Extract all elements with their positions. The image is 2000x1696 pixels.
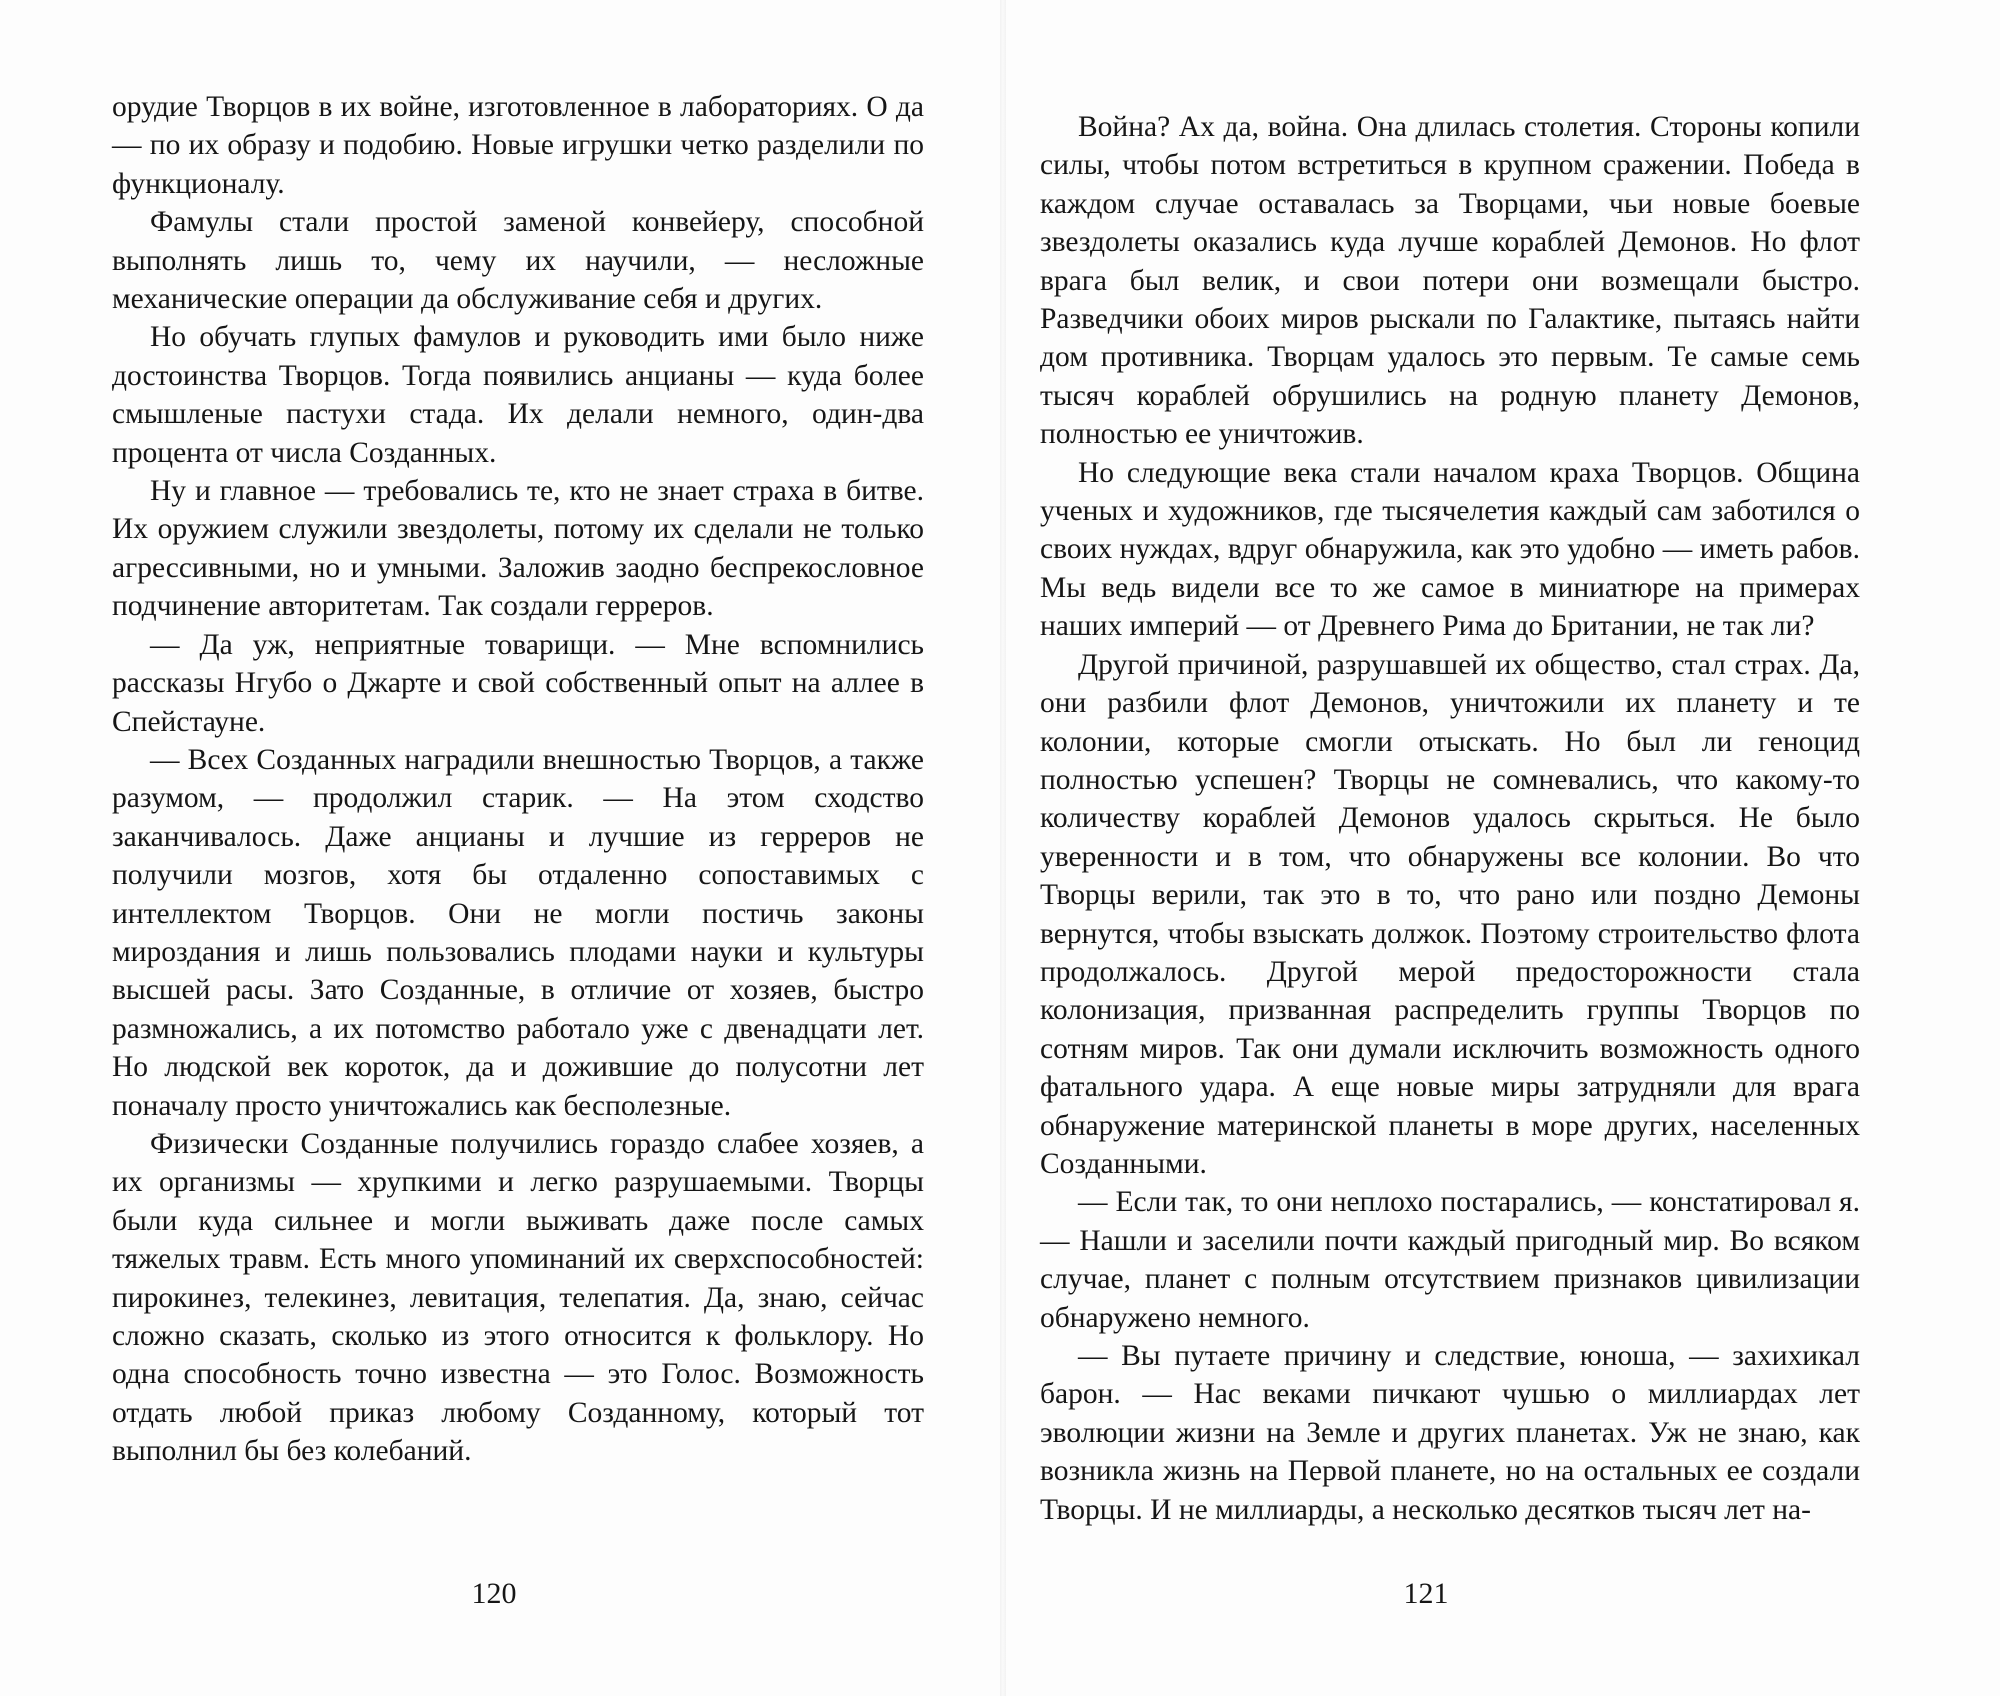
- left-paragraph-7: Физически Созданные получились гораздо слабее хозяев, а их организмы — хрупкими и легко разрушаемыми. Творцы были куда сильнее и могли выживать даже после самых тяжелых травм. Есть много упоминаний их сверхспособностей: пирокинез, телекинез, левитация, телепатия. Да, знаю, сейчас сложно сказать, сколько из этого относится к фольклору. Но одна способность точно известна — это Голос. Возможность отдать любой приказ любому Созданному, который тот выполнил бы без колебаний.: [112, 1127, 924, 1468]
- left-paragraph-4: Ну и главное — требовались те, кто не знает страха в битве. Их оружием служили звездолеты, потому их сделали не только агрессивными, но и умными. Заложив заодно беспрекословное подчинение авторитетам. Так создали герреров.: [112, 475, 924, 623]
- left-page-number: 120: [471, 1577, 517, 1610]
- right-paragraph-5: — Вы путаете причину и следствие, юноша, — захихикал барон. — Нас веками пичкают чушью о миллиардах лет эволюции жизни на Земле и других планетах. Уж не знаю, как возникла жизнь на Первой планете, но на остальных ее создали Творцы. И не миллиарды, а несколько десятков тысяч лет на-: [1040, 1340, 1860, 1526]
- left-paragraph-1: орудие Творцов в их войне, изготовленное в лабораториях. О да — по их образу и подобию. Новые игрушки четко разделили по функционалу.: [112, 91, 924, 200]
- left-paragraph-2: Фамулы стали простой заменой конвейеру, способной выполнять лишь то, чему их научили, — несложные механические операции да обслуживание себя и других.: [112, 206, 924, 316]
- right-paragraph-4: — Если так, то они неплохо постарались, — констатировал я. — Нашли и заселили почти каждый пригодный мир. Во всяком случае, планет с полным отсутствием признаков цивилизации обнаружено немного.: [1040, 1186, 1860, 1334]
- left-page-text: [112, 88, 924, 1471]
- right-page-text: [1040, 108, 1860, 1529]
- left-paragraph-3: Но обучать глупых фамулов и руководить ими было ниже достоинства Творцов. Тогда появились анцианы — куда более смышленые пастухи стада. Их делали немного, один-два процента от числа Созданных.: [112, 321, 924, 469]
- left-paragraph-5: — Да уж, неприятные товарищи. — Мне вспомнились рассказы Нгубо о Джарте и свой собственный опыт на аллее в Спейстауне.: [112, 628, 924, 738]
- right-paragraph-3: Другой причиной, разрушавшей их общество, стал страх. Да, они разбили флот Демонов, уничтожили их планету и те колонии, которые смогли отыскать. Но был ли геноцид полностью успешен? Творцы не сомневались, что какому-то количеству кораблей Демонов удалось скрыться. Не было уверенности и в том, что обнаружены все колонии. Во что Творцы верили, так это в то, что рано или поздно Демоны вернутся, чтобы взыскать должок. Поэтому строительство флота продолжалось. Другой мерой предосторожности стала колонизация, призванная распределить группы Творцов по сотням миров. Так они думали исключить возможность одного фатального удара. А еще новые миры затрудняли для врага обнаружение материнской планеты в море других, населенных Созданными.: [1040, 648, 1860, 1180]
- right-paragraph-2: Но следующие века стали началом краха Творцов. Община ученых и художников, где тысячелетия каждый сам заботился о своих нуждах, вдруг обнаружила, как это удобно — иметь рабов. Мы ведь видели все то же самое в миниатюре на примерах наших империй — от Древнего Рима до Британии, не так ли?: [1040, 456, 1860, 643]
- right-paragraph-1: Война? Ах да, война. Она длилась столетия. Стороны копили силы, чтобы потом встретиться в крупном сражении. Победа в каждом случае оставалась за Творцами, чьи новые боевые звездолеты оказались куда лучше кораблей Демонов. Но флот врага был велик, и свои потери они возмещали быстро. Разведчики обоих миров рыскали по Галактике, пытаясь найти дом противника. Творцам удалось это первым. Те самые семь тысяч кораблей обрушились на родную планету Демонов, полностью ее уничтожив.: [1040, 111, 1860, 451]
- left-paragraph-6: — Всех Созданных наградили внешностью Творцов, а также разумом, — продолжил старик. — На этом сходство заканчивалось. Даже анцианы и лучшие из герреров не получили мозгов, хотя бы отдаленно сопоставимых с интеллектом Творцов. Они не могли постичь законы мироздания и лишь пользовались плодами науки и культуры высшей расы. Зато Созданные, в отличие от хозяев, быстро размножались, а их потомство работало уже с двенадцати лет. Но людской век короток, да и дожившие до полусотни лет поначалу просто уничтожались как бесполезные.: [112, 743, 924, 1122]
- right-page-number: 121: [1403, 1577, 1449, 1610]
- book-gutter: [1000, 0, 1006, 1696]
